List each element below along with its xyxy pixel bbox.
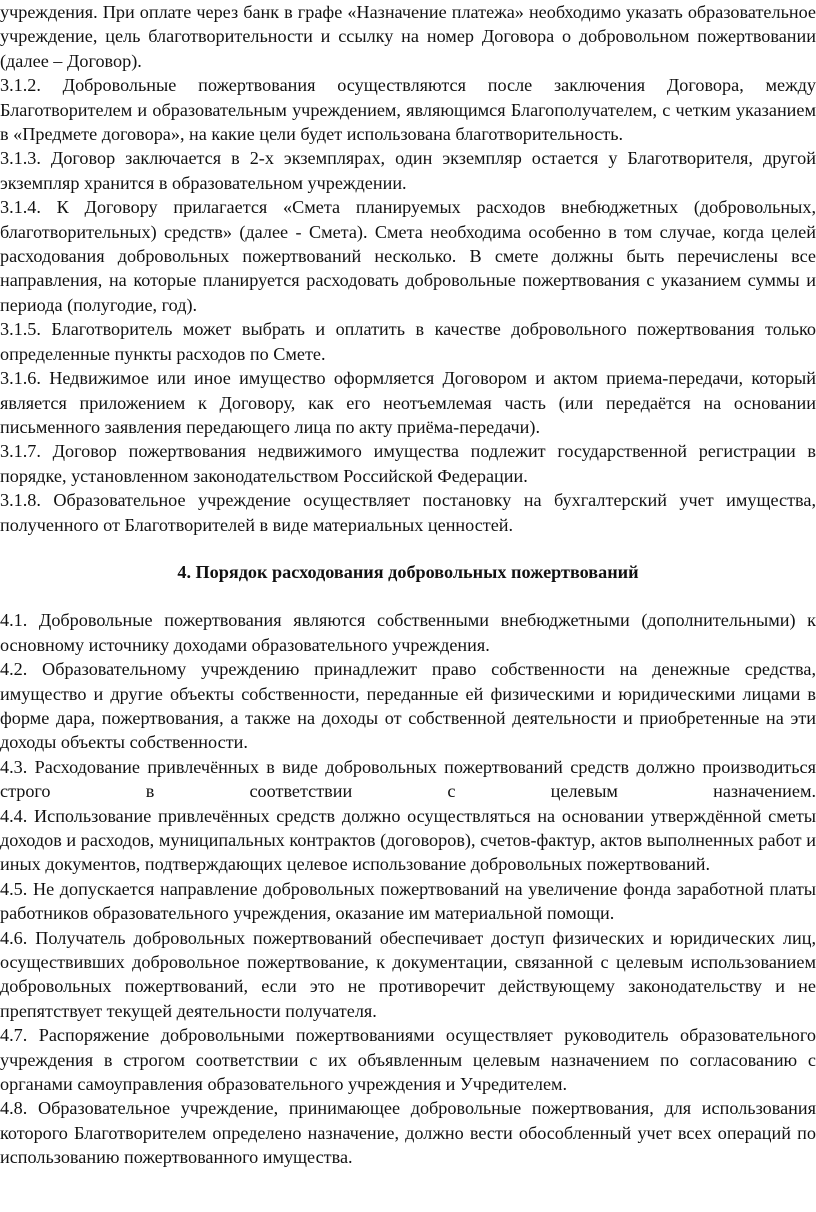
paragraph-3-1-2: 3.1.2. Добровольные пожертвования осуществляются после заключения Договора, между Благотворителем и образовательным учреждением, являющимся Благополучателем, с четким указанием в «Предмете договора», на какие цели будет использована благотворительность. xyxy=(0,75,816,145)
paragraph-3-1-4: 3.1.4. К Договору прилагается «Смета планируемых расходов внебюджетных (добровольных, благотворительных) средств» (далее - Смета). Смета необходима особенно в том случае, когда целей расходования добровольных пожертвований несколько. В смете должны быть перечислены все направления, на которые планируется расходовать добровольные пожертвования с указанием суммы и периода (полугодие, год). xyxy=(0,197,816,315)
paragraph-3-1-3: 3.1.3. Договор заключается в 2-х экземплярах, один экземпляр остается у Благотворителя, другой экземпляр хранится в образовательном учреждении. xyxy=(0,148,816,193)
paragraph-4-1: 4.1. Добровольные пожертвования являются собственными внебюджетными (дополнительными) к основному источнику доходами образовательного учреждения. xyxy=(0,610,816,655)
paragraph-4-3: 4.3. Расходование привлечённых в виде добровольных пожертвований средств должно производиться строго в соответствии с целевым назначением. xyxy=(0,756,816,802)
paragraph-group-top xyxy=(0,0,816,537)
paragraph-4-4: 4.4. Использование привлечённых средств должно осуществляться на основании утверждённой сметы доходов и расходов, муниципальных контрактов (договоров), счетов-фактур, актов выполненных работ и иных документов, подтверждающих целевое использование добровольных пожертвований. xyxy=(0,805,816,875)
paragraph-3-1-5: 3.1.5. Благотворитель может выбрать и оплатить в качестве добровольного пожертвования только определенные пункты расходов по Смете. xyxy=(0,319,816,364)
paragraph-4-8: 4.8. Образовательное учреждение, принимающее добровольные пожертвования, для использования которого Благотворителем определено назначение, должно вести обособленный учет всех операций по использованию пожертвованного имущества. xyxy=(0,1098,816,1168)
paragraph-4-2: 4.2. Образовательному учреждению принадлежит право собственности на денежные средства, имущество и другие объекты собственности, переданные ей физическими и юридическими лицами в форме дара, пожертвования, а также на доходы от собственной деятельности и приобретенные на эти доходы объекты собственности. xyxy=(0,659,816,753)
paragraph-4-6: 4.6. Получатель добровольных пожертвований обеспечивает доступ физических и юридических лиц, осуществивших добровольное пожертвование, к документации, связанной с целевым использованием добровольных пожертвований, если это не противоречит действующему законодательству и не препятствует текущей деятельности получателя. xyxy=(0,927,816,1021)
section-heading: 4. Порядок расходования добровольных пожертвований xyxy=(177,561,639,582)
paragraph-3-1-1-continuation: учреждения. При оплате через банк в графе «Назначение платежа» необходимо указать образовательное учреждение, цель благотворительности и ссылку на номер Договора о добровольном пожертвовании (далее – Договор). xyxy=(0,2,816,71)
paragraph-3-1-7: 3.1.7. Договор пожертвования недвижимого имущества подлежит государственной регистрации в порядке, установленном законодательством Российской Федерации. xyxy=(0,441,816,486)
paragraph-4-5: 4.5. Не допускается направление добровольных пожертвований на увеличение фонда заработной платы работников образовательного учреждения, оказание им материальной помощи. xyxy=(0,878,816,924)
paragraph-3-1-6: 3.1.6. Недвижимое или иное имущество оформляется Договором и актом приема-передачи, который является приложением к Договору, как его неотъемлемая часть (или передаётся на основании письменного заявления передающего лица по акту приёма-передачи). xyxy=(0,368,816,437)
paragraph-3-1-8: 3.1.8. Образовательное учреждение осуществляет постановку на бухгалтерский учет имущества, полученного от Благотворителей в виде материальных ценностей. xyxy=(0,490,816,535)
paragraph-group-bottom xyxy=(0,608,816,1169)
paragraph-4-7: 4.7. Распоряжение добровольными пожертвованиями осуществляет руководитель образовательного учреждения в строгом соответствии с их объявленным целевым назначением по согласованию с органами самоуправления образовательного учреждения и Учредителем. xyxy=(0,1025,816,1095)
